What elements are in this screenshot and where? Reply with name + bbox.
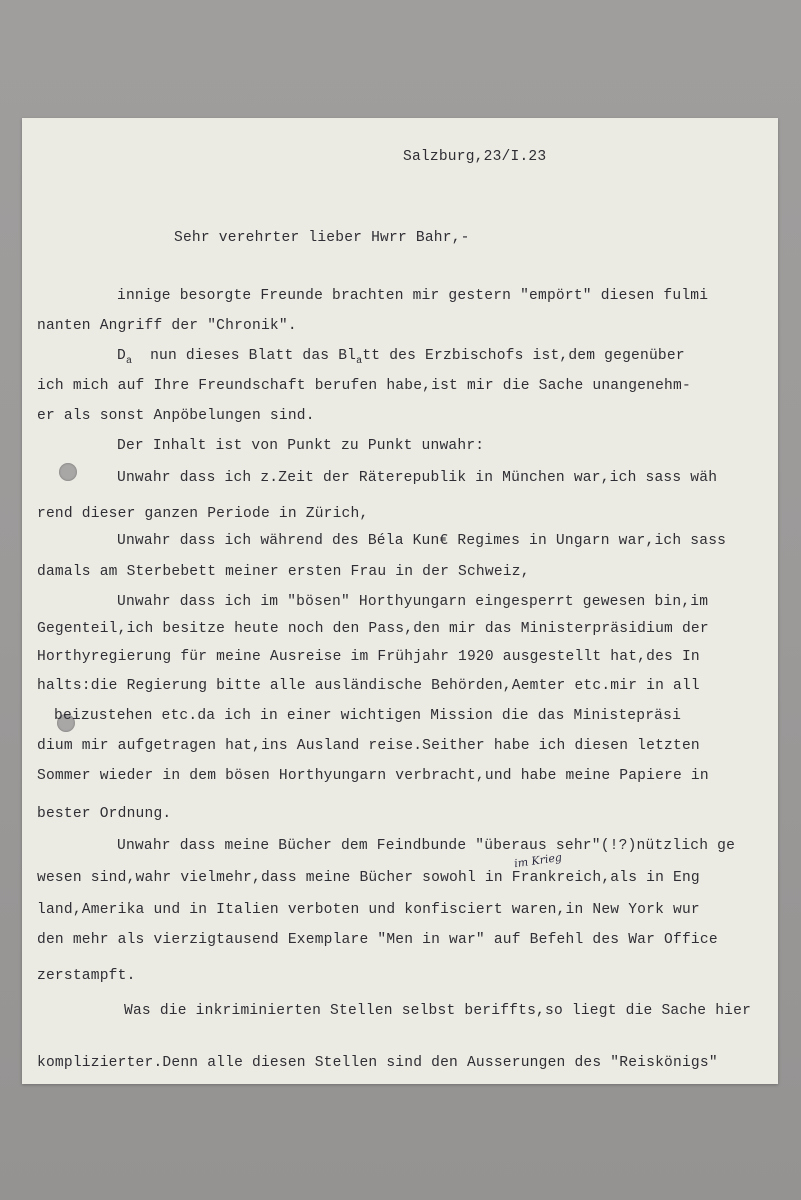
letter-line: dium mir aufgetragen hat,ins Ausland reise.Seither habe ich diesen letzten <box>37 738 700 754</box>
inline-sub: a <box>356 356 363 367</box>
letter-line: wesen sind,wahr vielmehr,dass meine Bücher sowohl in Frankreich,als in Eng <box>37 870 700 886</box>
place-date: Salzburg,23/I.23 <box>403 149 547 165</box>
letter-line: den mehr als vierzigtausend Exemplare "Men in war" auf Befehl des War Office <box>37 932 718 948</box>
para-initial: D <box>117 348 126 364</box>
letter-line: beizustehen etc.da ich in einer wichtigen Mission die das Ministepräsi <box>54 708 682 724</box>
salutation: Sehr verehrter lieber Hwrr Bahr,- <box>174 230 470 246</box>
letter-line: er als sonst Anpöbelungen sind. <box>37 408 315 424</box>
letter-line: halts:die Regierung bitte alle ausländische Behörden,Aemter etc.mir in all <box>37 678 700 694</box>
letter-line: innige besorgte Freunde brachten mir gestern "empört" diesen fulmi <box>117 288 709 304</box>
letter-line-part: tt des Erzbischofs ist,dem gegenüber <box>362 348 685 364</box>
letter-line: rend dieser ganzen Periode in Zürich, <box>37 506 369 522</box>
letter-line: ich mich auf Ihre Freundschaft berufen habe,ist mir die Sache unangenehm- <box>37 378 691 394</box>
letter-line: Unwahr dass ich z.Zeit der Räterepublik in München war,ich sass wäh <box>117 470 718 486</box>
para-initial-sub: a <box>125 356 133 367</box>
letter-line: bester Ordnung. <box>37 806 172 822</box>
punch-hole-top <box>59 463 77 481</box>
letter-line: damals am Sterbebett meiner ersten Frau in der Schweiz, <box>37 564 530 580</box>
letter-line: Der Inhalt ist von Punkt zu Punkt unwahr: <box>117 438 485 454</box>
letter-line: komplizierter.Denn alle diesen Stellen sind den Ausserungen des "Reiskönigs" <box>37 1055 718 1071</box>
letter-line: Was die inkriminierten Stellen selbst beriffts,so liegt die Sache hier <box>124 1003 752 1019</box>
letter-line: Gegenteil,ich besitze heute noch den Pass,den mir das Ministerpräsidium der <box>37 621 709 637</box>
letter-line: land,Amerika und in Italien verboten und konfisciert waren,in New York wur <box>37 902 700 918</box>
letter-line: Unwahr dass ich im "bösen" Horthyungarn eingesperrt gewesen bin,im <box>117 594 709 610</box>
handwritten-insert: im Krieg <box>513 850 563 871</box>
letter-line-part: nun dieses Blatt das Bl <box>150 348 357 364</box>
letter-sheet <box>22 118 778 1084</box>
letter-line: nanten Angriff der "Chronik". <box>37 318 297 334</box>
letter-line: Unwahr dass meine Bücher dem Feindbunde "überaus sehr"(!?)nützlich ge <box>117 838 736 854</box>
letter-line: Horthyregierung für meine Ausreise im Frühjahr 1920 ausgestellt hat,des In <box>37 649 700 665</box>
letter-line: Unwahr dass ich während des Béla Kun€ Regimes in Ungarn war,ich sass <box>117 533 727 549</box>
letter-line: Sommer wieder in dem bösen Horthyungarn verbracht,und habe meine Papiere in <box>37 768 709 784</box>
letter-line <box>117 348 685 367</box>
letter-line: zerstampft. <box>37 968 136 984</box>
